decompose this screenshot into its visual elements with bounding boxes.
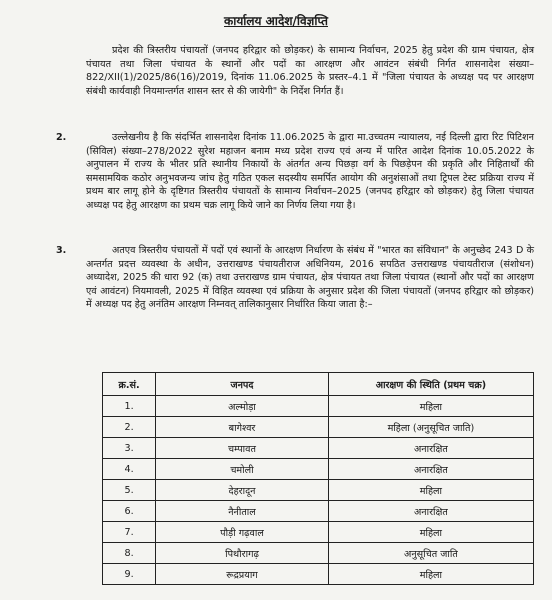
row-status: अनुसूचित जाति — [328, 543, 533, 564]
header-status: आरक्षण की स्थिति (प्रथम चक्र) — [328, 373, 533, 396]
row-district: अल्मोड़ा — [156, 396, 329, 417]
paragraph-2-text: उल्लेखनीय है कि संदर्भित शासनादेश दिनांक 11.06.2025 के द्वारा मा.उच्चतम न्यायालय, नई दिल्ली द्वारा रिट पिटिशन (सिविल) संख्या–278/2022 सुरेश महाजन बनाम मध्य प्रदेश राज्य एवं अन्य में पारित आदेश दिनांक 10.05.2022 के अनुपालन में राज्य के भीतर प्रति स्थानीय निकायों के अंतर्गत अन्य पिछड़ा वर्ग के पिछड़ेपन की प्रकृति और निहितार्थों की समसामयिक कठोर अनुभवजन्य जांच हेतु गठित एकल सदस्यीय समर्पित आयोग की अनुशंसाओं तथा ट्रिपल टेस्ट प्रक्रिया राज्य में प्रथम बार लागू होने के दृष्टिगत त्रिस्तरीय पंचायतों के सामान्य निर्वाचन–2025 (जनपद हरिद्वार को छोड़कर) हेतु जिला पंचायत अध्यक्ष पद हेतु आरक्षण का प्रथम चक्र लागू किये जाने का निर्णय लिया गया है। — [86, 132, 534, 211]
table-row — [103, 543, 534, 564]
table-row — [103, 522, 534, 543]
row-status: महिला — [328, 480, 533, 501]
table-row — [103, 396, 534, 417]
row-status: महिला — [328, 396, 533, 417]
row-serial: 5. — [103, 480, 156, 501]
row-serial: 4. — [103, 459, 156, 480]
header-serial: क्र.सं. — [103, 373, 156, 396]
row-status: महिला — [328, 522, 533, 543]
row-serial: 2. — [103, 417, 156, 438]
reservation-table — [102, 372, 534, 585]
row-status: अनारक्षित — [328, 438, 533, 459]
row-district: बागेश्वर — [156, 417, 329, 438]
table-row — [103, 564, 534, 585]
table-row — [103, 417, 534, 438]
row-district: चम्पावत — [156, 438, 329, 459]
row-status: महिला — [328, 564, 533, 585]
row-status: महिला (अनुसूचित जाति) — [328, 417, 533, 438]
row-district: चमोली — [156, 459, 329, 480]
row-district: देहरादून — [156, 480, 329, 501]
paragraph-1 — [86, 44, 534, 98]
paragraph-3 — [56, 244, 534, 312]
document-title: कार्यालय आदेश/विज्ञप्ति — [224, 14, 328, 28]
table-header-row — [103, 373, 534, 396]
paragraph-1-text: प्रदेश की त्रिस्तरीय पंचायतों (जनपद हरिद्वार को छोड़कर) के सामान्य निर्वाचन, 2025 हेतु प्रदेश की ग्राम पंचायत, क्षेत्र पंचायत तथा जिला पंचायत के स्थानों और पदों का आरक्षण और आवंटन संबंधी निर्गत शासनादेश संख्या–822/XII(1)/2025/86(16)/2019, दिनांक 11.06.2025 के प्रस्तर–4.1 में "जिला पंचायत के अध्यक्ष पद पर आरक्षण संबंधी कार्यवाही नियमान्तर्गत शासन स्तर से की जायेगी" के निर्देश निर्गत हैं। — [86, 45, 534, 97]
row-district: पिथौरागढ़ — [156, 543, 329, 564]
row-serial: 3. — [103, 438, 156, 459]
header-district: जनपद — [156, 373, 329, 396]
row-serial: 1. — [103, 396, 156, 417]
paragraph-3-number: 3. — [56, 245, 67, 256]
paragraph-2 — [56, 131, 534, 213]
table-row — [103, 501, 534, 522]
row-status: अनारक्षित — [328, 501, 533, 522]
row-serial: 9. — [103, 564, 156, 585]
row-serial: 6. — [103, 501, 156, 522]
row-district: पौड़ी गढ़वाल — [156, 522, 329, 543]
table-row — [103, 459, 534, 480]
table-row — [103, 480, 534, 501]
paragraph-3-text: अतएव त्रिस्तरीय पंचायतों में पदों एवं स्थानों के आरक्षण निर्धारण के संबंध में "भारत का संविधान" के अनुच्छेद 243 D के अन्तर्गत प्रदत्त व्यवस्था के अधीन, उत्तराखण्ड पंचायतीराज अधिनियम, 2016 सपठित उत्तराखण्ड पंचायतीराज (संशोधन) अध्यादेश, 2025 की धारा 92 (क) तथा उत्तराखण्ड ग्राम पंचायत, क्षेत्र पंचायत तथा जिला पंचायत (स्थानों और पदों का आरक्षण एवं आवंटन) नियमावली, 2025 में विहित व्यवस्था एवं प्रक्रिया के अनुसार प्रदेश की जिला पंचायतों (जनपद हरिद्वार को छोड़कर) में अध्यक्ष पद हेतु अनंतिम आरक्षण निम्नवत् तालिकानुसार निर्धारित किया जाता है:– — [86, 245, 534, 311]
table-row — [103, 438, 534, 459]
paragraph-2-number: 2. — [56, 132, 67, 143]
row-status: अनारक्षित — [328, 459, 533, 480]
row-serial: 8. — [103, 543, 156, 564]
row-district: नैनीताल — [156, 501, 329, 522]
row-district: रूद्रप्रयाग — [156, 564, 329, 585]
row-serial: 7. — [103, 522, 156, 543]
